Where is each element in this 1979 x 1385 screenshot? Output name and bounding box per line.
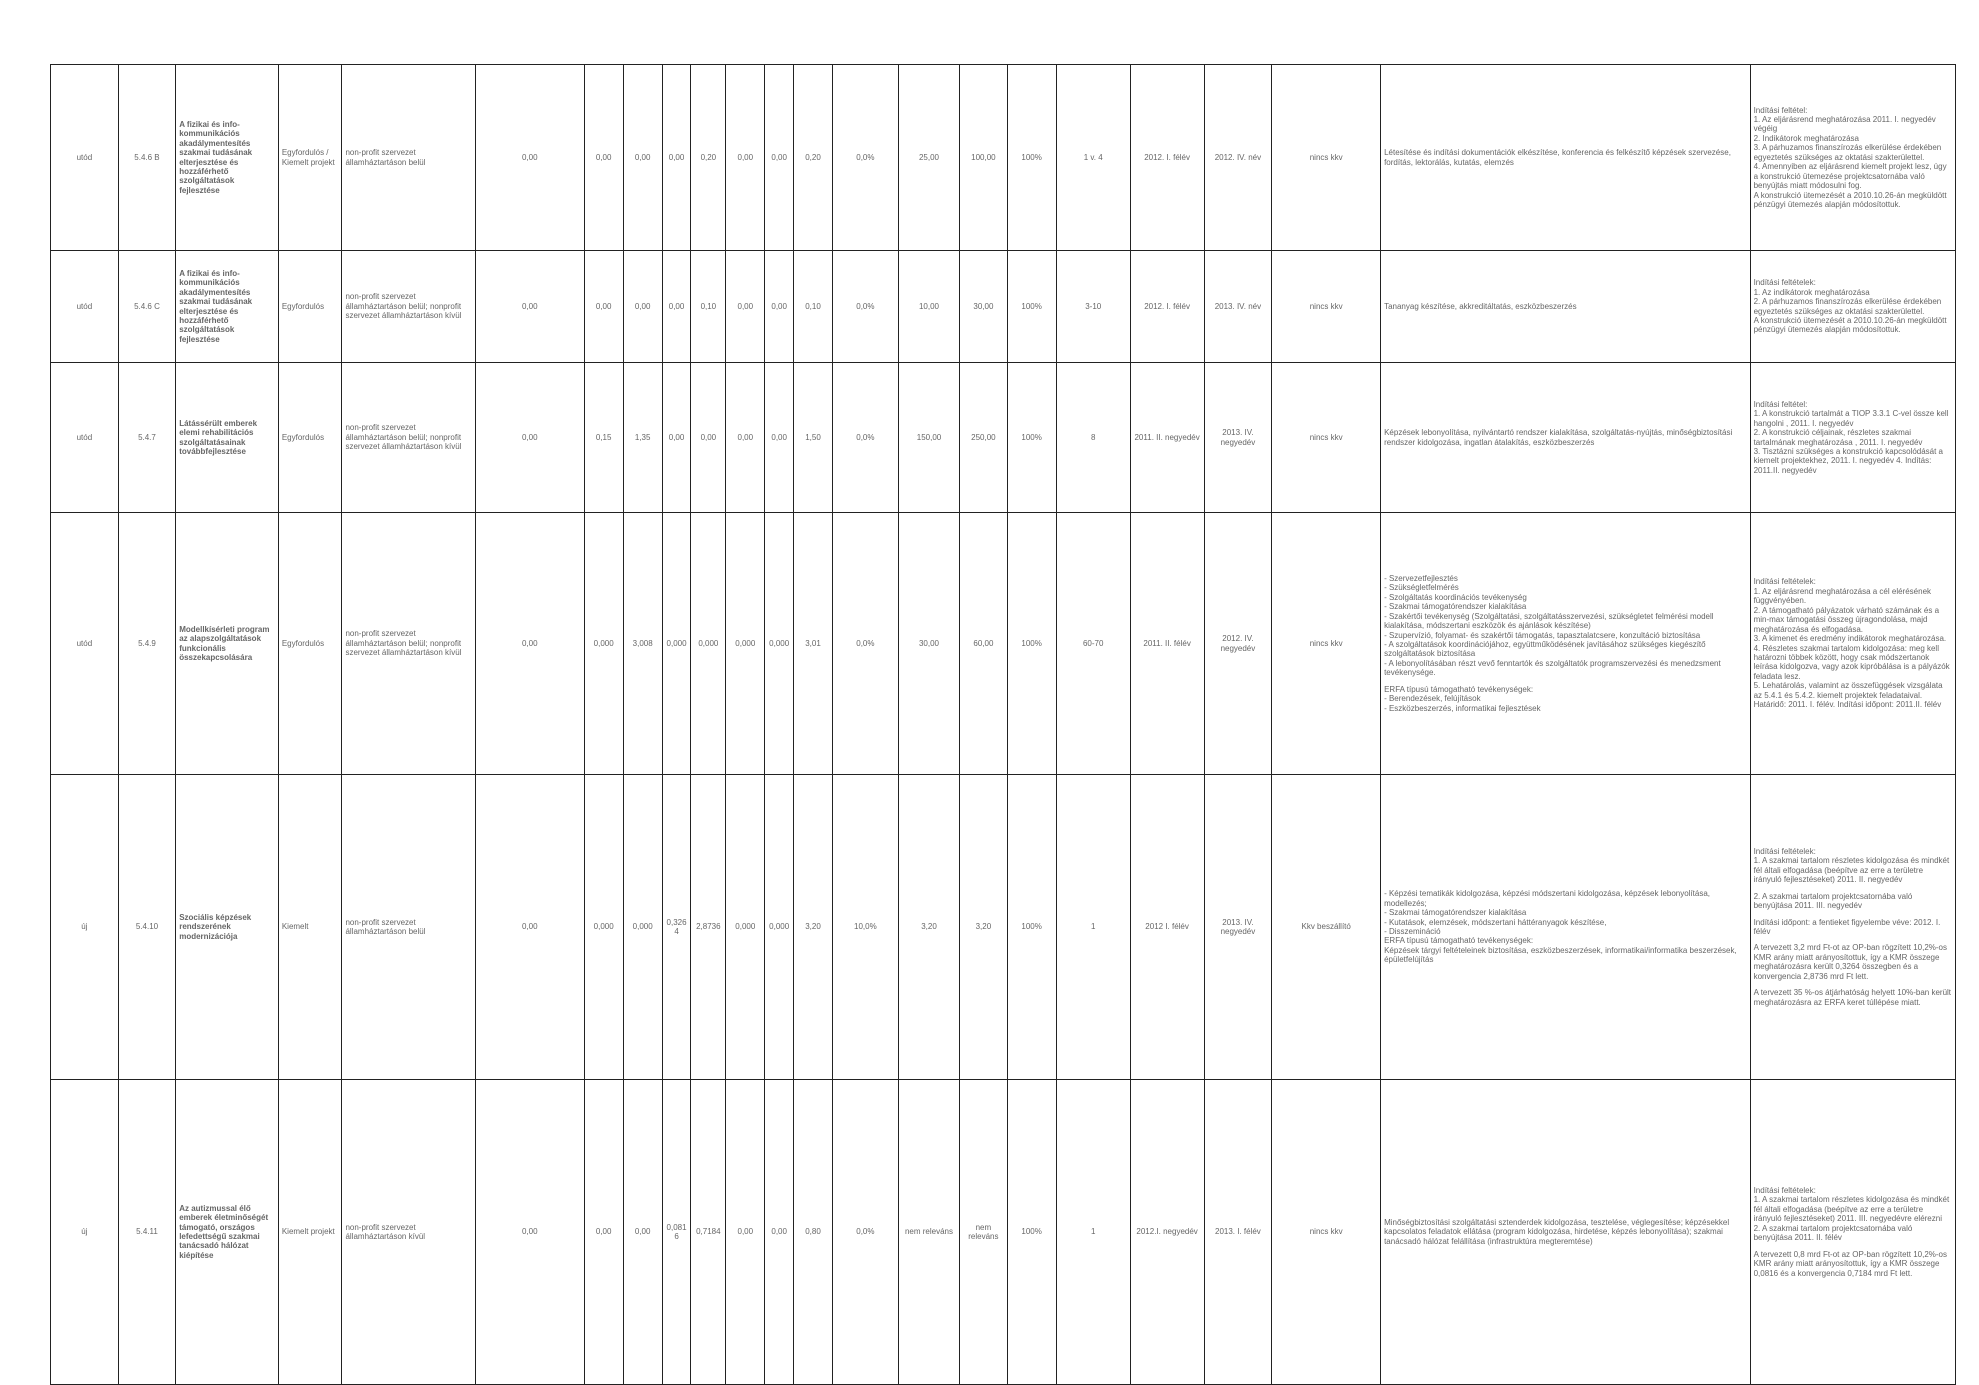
condition-line: 1. Az indikátorok meghatározása <box>1753 287 1870 297</box>
start-date: 2011. II. negyedév <box>1130 363 1204 513</box>
value-cell: 0,000 <box>726 513 765 775</box>
value-cell: 0,00 <box>662 251 691 363</box>
applicant-type: non-profit szervezet államháztartáson belül; nonprofit szervezet államháztartáson kívül <box>342 251 475 363</box>
percent-cell: 0,0% <box>833 1080 899 1385</box>
activity-line: Képzések lebonyolítása, nyilvántartó rendszer kialakítása, szolgáltatás-nyújtás, minőségbiztosítási rendszer kidolgozása, ingatlan átalakítás, eszközbeszerzés <box>1384 428 1733 447</box>
value-cell: 250,00 <box>960 363 1007 513</box>
activity-line <box>1384 678 1747 685</box>
activity-line: - Képzési tematikák kidolgozása, képzési módszertani kidolgozása, képzések lebonyolítása, modellezés; <box>1384 889 1711 908</box>
percent-cell: 100% <box>1007 513 1056 775</box>
value-cell: 0,20 <box>691 65 726 251</box>
activities-cell <box>1381 251 1751 363</box>
applicant-type: non-profit szervezet államháztartáson kívül <box>342 1080 475 1385</box>
conditions-cell <box>1750 1080 1955 1385</box>
activities-cell <box>1381 65 1751 251</box>
value-cell: 100,00 <box>960 65 1007 251</box>
table-row <box>51 513 1956 775</box>
value-total: 0,20 <box>794 65 833 251</box>
condition-line <box>1754 936 1952 943</box>
percent-cell: 0,0% <box>833 363 899 513</box>
value-cell: 0,000 <box>765 513 794 775</box>
table-row <box>51 363 1956 513</box>
condition-line: Indítási feltétel: <box>1753 105 1808 115</box>
table-body <box>51 65 1956 1385</box>
condition-line: A tervezett 0,8 mrd Ft-ot az OP-ban rögzített 10,2%-os KMR arány miatt arányosítottuk, így a KMR összege 0,0816 és a konvergencia 0,7184 mrd Ft lett. <box>1753 1249 1947 1278</box>
value-cell: 30,00 <box>898 513 960 775</box>
project-name: Modellkísérleti program az alapszolgáltatások funkcionális összekapcsolására <box>176 513 279 775</box>
value-cell: 0,00 <box>726 65 765 251</box>
end-date: 2013. IV. név <box>1204 251 1272 363</box>
condition-line: 3. A kimenet és eredmény indikátorok meghatározása. <box>1753 634 1947 644</box>
condition-line <box>1754 885 1952 892</box>
value-total: 0,80 <box>794 1080 833 1385</box>
condition-line: 1. Az eljárásrend meghatározása a cél elérésének függvényében. <box>1753 586 1932 606</box>
value-cell: 150,00 <box>898 363 960 513</box>
activity-line: ERFA típusú támogatható tevékenységek: <box>1384 684 1534 694</box>
table-row <box>51 65 1956 251</box>
value-cell: 0,00 <box>662 363 691 513</box>
value-cell: 0,00 <box>623 1080 662 1385</box>
end-date: 2013. IV. negyedév <box>1204 775 1272 1080</box>
applicant-type: non-profit szervezet államháztartáson belül <box>342 775 475 1080</box>
value-total: 3,01 <box>794 513 833 775</box>
percent-cell: 0,0% <box>833 251 899 363</box>
condition-line: 1. A konstrukció tartalmát a TIOP 3.3.1 C-vel össze kell hangolni , 2011. I. negyedév <box>1753 409 1949 428</box>
value-cell: 0,0816 <box>662 1080 691 1385</box>
condition-line: Indítási feltételek: <box>1753 846 1816 856</box>
value-cell: 0,00 <box>765 363 794 513</box>
value-cell: 0,00 <box>726 363 765 513</box>
value-cell: 0,00 <box>475 251 584 363</box>
condition-line: 3. A párhuzamos finanszírozás elkerülése érdekében egyeztetés szükséges az oktatási szakterülettel. <box>1753 143 1942 162</box>
value-cell: 0,000 <box>584 513 623 775</box>
activity-line: ERFA típusú támogatható tevékenységek: <box>1384 936 1534 946</box>
start-date: 2012 I. félév <box>1130 775 1204 1080</box>
row-type: új <box>51 775 119 1080</box>
condition-line: 2. A konstrukció céljainak, részletes szakmai tartalmának meghatározása , 2011. I. negyedév <box>1753 428 1923 447</box>
project-table <box>50 64 1956 1385</box>
project-name: Szociális képzések rendszerének modernizációja <box>176 775 279 1080</box>
value-cell: 0,3264 <box>662 775 691 1080</box>
value-cell: 0,7184 <box>691 1080 726 1385</box>
value-cell: 0,00 <box>662 65 691 251</box>
value-cell: 3,20 <box>898 775 960 1080</box>
procedure-type: Kiemelt projekt <box>278 1080 342 1385</box>
value-cell: 3,20 <box>960 775 1007 1080</box>
value-cell: 0,00 <box>475 363 584 513</box>
value-cell: 0,15 <box>584 363 623 513</box>
value-cell: 0,000 <box>584 775 623 1080</box>
value-cell: 60,00 <box>960 513 1007 775</box>
value-cell: 0,00 <box>475 513 584 775</box>
value-cell: 1,35 <box>623 363 662 513</box>
value-cell: 0,00 <box>584 1080 623 1385</box>
value-cell: 0,000 <box>765 775 794 1080</box>
value-cell: 0,00 <box>726 1080 765 1385</box>
condition-line: 1. Az eljárásrend meghatározása 2011. I. negyedév végéig <box>1753 115 1936 134</box>
activity-line: Képzések tárgyi feltételeinek biztosítása, eszközbeszerzések, informatikai/informatika beszerzések, épületfelújítás <box>1384 945 1737 965</box>
end-date: 2012. IV. név <box>1204 65 1272 251</box>
conditions-cell <box>1750 775 1955 1080</box>
percent-cell: 100% <box>1007 775 1056 1080</box>
value-cell: 0,00 <box>475 1080 584 1385</box>
value-cell: 0,00 <box>623 65 662 251</box>
activity-line: - Szervezetfejlesztés <box>1384 573 1458 583</box>
value-cell: 0,00 <box>765 251 794 363</box>
value-total: 1,50 <box>794 363 833 513</box>
project-code: 5.4.6 B <box>118 65 175 251</box>
condition-line: A tervezett 3,2 mrd Ft-ot az OP-ban rögzített 10,2%-os KMR arány miatt arányosítottuk, így a KMR összege meghatározásra került 0,3264 összegben és a konvergencia 2,8736 mrd Ft lett. <box>1753 943 1947 981</box>
activities-cell <box>1381 513 1751 775</box>
activity-line: - A lebonyolításában részt vevő fenntartók és szolgáltatók programszervezési és menedzsment tevékenysége. <box>1384 658 1721 678</box>
condition-line: 1. A szakmai tartalom részletes kidolgozása és mindkét fél általi elfogadása (beépítve az erre a területre irányuló fejlesztéseket) 2011. II. negyedév <box>1753 856 1950 885</box>
end-date: 2012. IV. negyedév <box>1204 513 1272 775</box>
start-date: 2012. I. félév <box>1130 65 1204 251</box>
value-cell: 10,00 <box>898 251 960 363</box>
row-type: utód <box>51 251 119 363</box>
percent-cell: 10,0% <box>833 775 899 1080</box>
count-cell: 1 <box>1056 1080 1130 1385</box>
row-type: utód <box>51 65 119 251</box>
table-row <box>51 775 1956 1080</box>
project-code: 5.4.9 <box>118 513 175 775</box>
activity-line: Létesítése és indítási dokumentációk elkészítése, konferencia és felkészítő képzések szervezése, fordítás, lektorálás, kutatás, elemzés <box>1384 148 1731 167</box>
activity-line: - Disszemináció <box>1384 927 1441 936</box>
condition-line: 3. Tisztázni szükséges a konstrukció kapcsolódását a kiemelt projektekhez, 2011. I. negyedév 4. Indítás: 2011.II. negyedév <box>1753 446 1944 475</box>
start-date: 2012. I. félév <box>1130 251 1204 363</box>
value-cell: 0,00 <box>726 251 765 363</box>
count-cell: 1 v. 4 <box>1056 65 1130 251</box>
value-cell: 0,00 <box>584 65 623 251</box>
table-row <box>51 251 1956 363</box>
project-code: 5.4.7 <box>118 363 175 513</box>
condition-line: 5. Lehatárolás, valamint az összefüggések vizsgálata az 5.4.1 és 5.4.2. kiemelt projektek feladataival. Határidő: 2011. I. félév. Indítási időpont: 2011.II. félév <box>1753 681 1943 710</box>
condition-line: 1. A szakmai tartalom részletes kidolgozása és mindkét fél általi elfogadása (beépítve az erre a területre irányuló fejlesztéseket) 2011. III. negyedévre elérezni <box>1753 1195 1950 1224</box>
row-type: utód <box>51 363 119 513</box>
condition-line: Indítási feltételek: <box>1753 1186 1816 1196</box>
start-date: 2011. II. félév <box>1130 513 1204 775</box>
condition-line: Indítási feltételek: <box>1753 577 1816 587</box>
project-name: A fizikai és info-kommunikációs akadálymentesítés szakmai tudásának elterjesztése és hozzáférhető szolgáltatások fejlesztése <box>176 251 279 363</box>
condition-line: Indítási időpont: a fentieket figyelembe véve: 2012. I. félév <box>1753 917 1941 936</box>
activities-cell <box>1381 363 1751 513</box>
activity-line: - Szolgáltatás koordinációs tevékenység <box>1384 592 1527 602</box>
activity-line: - Szükségletfelmérés <box>1384 583 1459 593</box>
procedure-type: Egyfordulós / Kiemelt projekt <box>278 65 342 251</box>
conditions-cell <box>1750 65 1955 251</box>
procedure-type: Egyfordulós <box>278 251 342 363</box>
activity-line: - Eszközbeszerzés, informatikai fejlesztések <box>1384 703 1541 713</box>
kkv-note: nincs kkv <box>1272 363 1381 513</box>
count-cell: 8 <box>1056 363 1130 513</box>
value-cell: 2,8736 <box>691 775 726 1080</box>
project-code: 5.4.10 <box>118 775 175 1080</box>
activity-line: - Kutatások, elemzések, módszertani háttéranyagok készítése, <box>1384 917 1607 927</box>
project-code: 5.4.6 C <box>118 251 175 363</box>
value-cell: 0,00 <box>623 251 662 363</box>
value-cell: nem releváns <box>898 1080 960 1385</box>
value-cell: 0,000 <box>662 513 691 775</box>
kkv-note: nincs kkv <box>1272 1080 1381 1385</box>
activity-line: - A szolgáltatások koordinációjához, együttműködésének javításához szükséges kiegészítő szolgáltatások biztosítása <box>1384 640 1706 659</box>
project-name: A fizikai és info-kommunikációs akadálymentesítés szakmai tudásának elterjesztése és hozzáférhető szolgáltatások fejlesztése <box>176 65 279 251</box>
value-cell: nem releváns <box>960 1080 1007 1385</box>
condition-line: A konstrukció ütemezését a 2010.10.26-án megküldött pénzügyi ütemezés alapján módosítottuk. <box>1753 315 1947 335</box>
applicant-type: non-profit szervezet államháztartáson belül <box>342 65 475 251</box>
value-cell: 0,00 <box>475 775 584 1080</box>
activity-line: - Berendezések, felújítások <box>1384 694 1481 704</box>
row-type: utód <box>51 513 119 775</box>
conditions-cell <box>1750 251 1955 363</box>
activities-cell <box>1381 775 1751 1080</box>
end-date: 2013. IV. negyedév <box>1204 363 1272 513</box>
procedure-type: Egyfordulós <box>278 513 342 775</box>
activity-line: - Szakmai támogatórendszer kialakítása <box>1384 908 1527 918</box>
value-cell: 25,00 <box>898 65 960 251</box>
percent-cell: 100% <box>1007 363 1056 513</box>
conditions-cell <box>1750 363 1955 513</box>
percent-cell: 100% <box>1007 251 1056 363</box>
value-cell: 3,008 <box>623 513 662 775</box>
condition-line: Indítási feltétel: <box>1753 399 1808 409</box>
kkv-note: nincs kkv <box>1272 513 1381 775</box>
condition-line: 2. A szakmai tartalom projektcsatornába való benyújtása 2011. II. félév <box>1753 1223 1913 1243</box>
project-name: Látássérült emberek elemi rehabilitációs szolgáltatásainak továbbfejlesztése <box>176 363 279 513</box>
activity-line: - Szakmai támogatórendszer kialakítása <box>1384 602 1527 612</box>
activities-cell <box>1381 1080 1751 1385</box>
condition-line: 2. Indikátorok meghatározása <box>1753 133 1859 143</box>
activity-line: - Szakértői tevékenység (Szolgáltatási, szolgáltatásszervezési, szükségletet felmérési modell kialakítása, módszertani eszközök és ajánlások készítése) <box>1384 611 1714 631</box>
conditions-cell <box>1750 513 1955 775</box>
kkv-note: nincs kkv <box>1272 65 1381 251</box>
value-cell: 0,10 <box>691 251 726 363</box>
applicant-type: non-profit szervezet államháztartáson belül; nonprofit szervezet államháztartáson kívül <box>342 513 475 775</box>
procedure-type: Kiemelt <box>278 775 342 1080</box>
project-name: Az autizmussal élő emberek életminőségét támogató, országos lefedettségű szakmai tanácsadó hálózat kiépítése <box>176 1080 279 1385</box>
percent-cell: 0,0% <box>833 65 899 251</box>
condition-line: 2. A támogatható pályázatok várható számának és a min-max támogatási összeg újragondolása, majd meghatározása és elfogadása. <box>1753 605 1940 634</box>
percent-cell: 100% <box>1007 65 1056 251</box>
percent-cell: 100% <box>1007 1080 1056 1385</box>
condition-line <box>1754 981 1952 988</box>
condition-line: 4. Amennyiben az eljárásrend kiemelt projekt lesz, úgy a konstrukció ütemezése projektcsatornába való benyújtás miatt módosulni fog. <box>1753 162 1947 191</box>
kkv-note: nincs kkv <box>1272 251 1381 363</box>
applicant-type: non-profit szervezet államháztartáson belül; nonprofit szervezet államháztartáson kívül <box>342 363 475 513</box>
row-type: új <box>51 1080 119 1385</box>
kkv-note: Kkv beszállító <box>1272 775 1381 1080</box>
count-cell: 60-70 <box>1056 513 1130 775</box>
activity-line: Minőségbiztosítási szolgáltatási sztenderdek kidolgozása, tesztelése, véglegesítése; képzésekkel kapcsolatos feladatok ellátása (program kidolgozása, hirdetése, képzés lebonyolítása); szakmai tanácsadó hálózat felállítása (infrastruktúra megteremtése) <box>1384 1217 1730 1246</box>
condition-line: 4. Részletes szakmai tartalom kidolgozása: meg kell határozni többek között, hogy csak módszertanok leírása kidolgozva, vagy azok kipróbálása is a pályázók feladata lesz. <box>1753 643 1950 681</box>
value-cell: 0,00 <box>765 65 794 251</box>
condition-line: Indítási feltételek: <box>1753 278 1816 288</box>
project-code: 5.4.11 <box>118 1080 175 1385</box>
percent-cell: 0,0% <box>833 513 899 775</box>
value-cell: 0,000 <box>726 775 765 1080</box>
value-cell: 0,00 <box>475 65 584 251</box>
value-total: 3,20 <box>794 775 833 1080</box>
condition-line: 2. A párhuzamos finanszírozás elkerülése érdekében egyeztetés szükséges az oktatási szakterülettel. <box>1753 297 1942 316</box>
value-cell: 30,00 <box>960 251 1007 363</box>
value-cell: 0,00 <box>691 363 726 513</box>
condition-line: 2. A szakmai tartalom projektcsatornába való benyújtása 2011. III. negyedév <box>1753 891 1913 911</box>
count-cell: 3-10 <box>1056 251 1130 363</box>
condition-line <box>1754 911 1952 918</box>
condition-line <box>1754 1243 1952 1250</box>
start-date: 2012.I. negyedév <box>1130 1080 1204 1385</box>
value-cell: 0,00 <box>584 251 623 363</box>
activity-line: Tananyag készítése, akkreditáltatás, eszközbeszerzés <box>1384 301 1577 311</box>
table-row <box>51 1080 1956 1385</box>
condition-line: A tervezett 35 %-os átjárhatóság helyett 10%-ban került meghatározásra az ERFA keret túllépése miatt. <box>1753 988 1952 1007</box>
value-cell: 0,00 <box>765 1080 794 1385</box>
count-cell: 1 <box>1056 775 1130 1080</box>
value-cell: 0,000 <box>691 513 726 775</box>
value-total: 0,10 <box>794 251 833 363</box>
procedure-type: Egyfordulós <box>278 363 342 513</box>
activity-line: - Szupervízió, folyamat- és szakértői támogatás, tapasztalatcsere, konzultáció biztosítása <box>1384 630 1701 640</box>
condition-line: A konstrukció ütemezését a 2010.10.26-án megküldött pénzügyi ütemezés alapján módosítottuk. <box>1753 190 1947 209</box>
end-date: 2013. I. félév <box>1204 1080 1272 1385</box>
value-cell: 0,000 <box>623 775 662 1080</box>
